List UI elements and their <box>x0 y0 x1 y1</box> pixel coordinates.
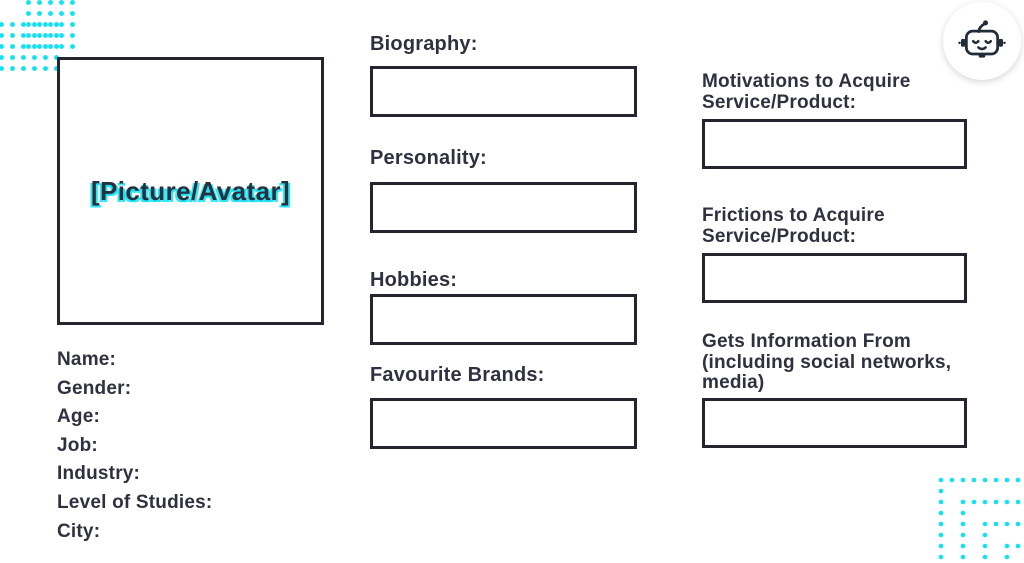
level-of-studies-label: Level of Studies: <box>57 491 213 513</box>
hobbies-label: Hobbies: <box>370 269 458 291</box>
robot-icon <box>957 16 1007 66</box>
age-label: Age: <box>57 406 101 428</box>
gets-information-from-label: Gets Information From (including social networks, media) <box>702 331 952 393</box>
motivations-label: Motivations to Acquire Service/Product: <box>702 71 911 113</box>
favourite-brands-label: Favourite Brands: <box>370 364 545 386</box>
name-label: Name: <box>57 349 117 370</box>
picture-avatar-box[interactable] <box>57 57 324 325</box>
frictions-input[interactable] <box>702 253 967 303</box>
dots-decoration-top-left <box>0 19 62 74</box>
job-label: Job: <box>57 434 98 456</box>
favourite-brands-input[interactable] <box>370 398 637 449</box>
robot-badge <box>943 2 1021 80</box>
gets-information-from-input[interactable] <box>702 398 967 448</box>
frictions-label: Frictions to Acquire Service/Product: <box>702 205 885 247</box>
personality-input[interactable] <box>370 182 637 233</box>
dots-decoration-bottom-right <box>936 474 1024 563</box>
personality-label: Personality: <box>370 147 487 169</box>
picture-avatar-placeholder: [Picture/Avatar] <box>90 175 291 206</box>
biography-input[interactable] <box>370 66 637 117</box>
motivations-input[interactable] <box>702 119 967 169</box>
identity-field-list <box>57 346 212 546</box>
industry-label: Industry: <box>57 463 141 485</box>
hobbies-input[interactable] <box>370 294 637 345</box>
biography-label: Biography: <box>370 33 478 55</box>
city-label: City: <box>57 520 101 542</box>
gender-label: Gender: <box>57 377 132 399</box>
